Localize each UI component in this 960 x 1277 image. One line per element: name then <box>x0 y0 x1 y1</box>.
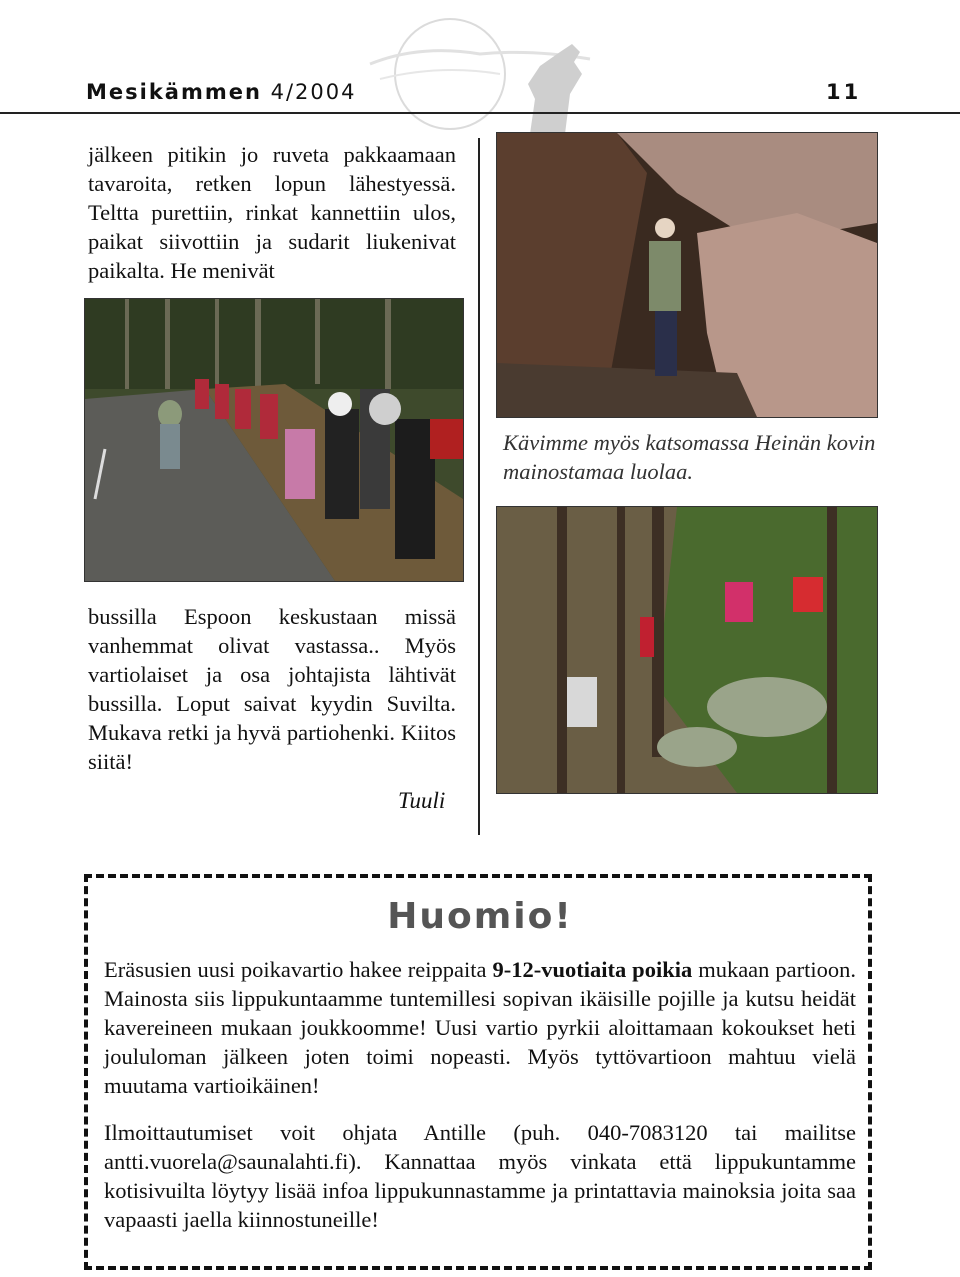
article-paragraph-1: jälkeen pitikin jo ruveta pakkaamaan tavaroita, retken lopun lähestyessä. Teltta purettiin, rinkat kannettiin ulos, paikat siivottiin ja sudarit liukenivat paikalta. He menivät <box>88 142 456 283</box>
notice-title: Huomio! <box>387 896 573 937</box>
photo-caption: Kävimme myös katsomassa Heinän kovin mainostamaa luolaa. <box>503 430 876 484</box>
photo-cave <box>496 132 878 418</box>
article-paragraph-2: bussilla Espoon keskustaan missä vanhemmat olivat vastassa.. Myös vartiolaiset ja osa johtajista lähtivät bussilla. Loput saivat kyydin Suvilta. Mukava retki ja hyvä partiohenki. Kiitos siitä! <box>88 604 456 774</box>
photo-forest-climb <box>496 506 878 794</box>
header-rule <box>0 112 960 114</box>
column-divider <box>478 138 480 835</box>
notice-paragraph-2: Ilmoittautumiset voit ohjata Antille (puh. 040-7083120 tai mailitse antti.vuorela@saunalahti.fi). Kannattaa myös vinkata että lippukuntamme kotisivuilta löytyy lisää infoa lippukunnastamme ja printattavia mainoksia joita saa vapaasti jaella kiinnostuneille! <box>104 1120 856 1232</box>
notice-paragraph-1: Eräsusien uusi poikavartio hakee reippaita 9-12-vuotiaita poikia mukaan partioon. Mainosta siis lippukuntaamme tuntemillesi sopivan ikäisille pojille ja kutsu heidät kavereineen mukaan joukkoomme! Uusi vartio pyrkii aloittamaan kokoukset heti joululoman jälkeen joten toimi nopeasti. Myös tyttövartioon mahtuu vielä muutama vartioikäinen! <box>104 957 856 1098</box>
page-number: 11 <box>826 80 862 104</box>
wolf-moon-logo <box>360 4 600 134</box>
author-signature: Tuuli <box>398 788 446 813</box>
publication-title: Mesikämmen 4/2004 <box>86 80 357 104</box>
photo-scouts-roadside <box>84 298 464 582</box>
